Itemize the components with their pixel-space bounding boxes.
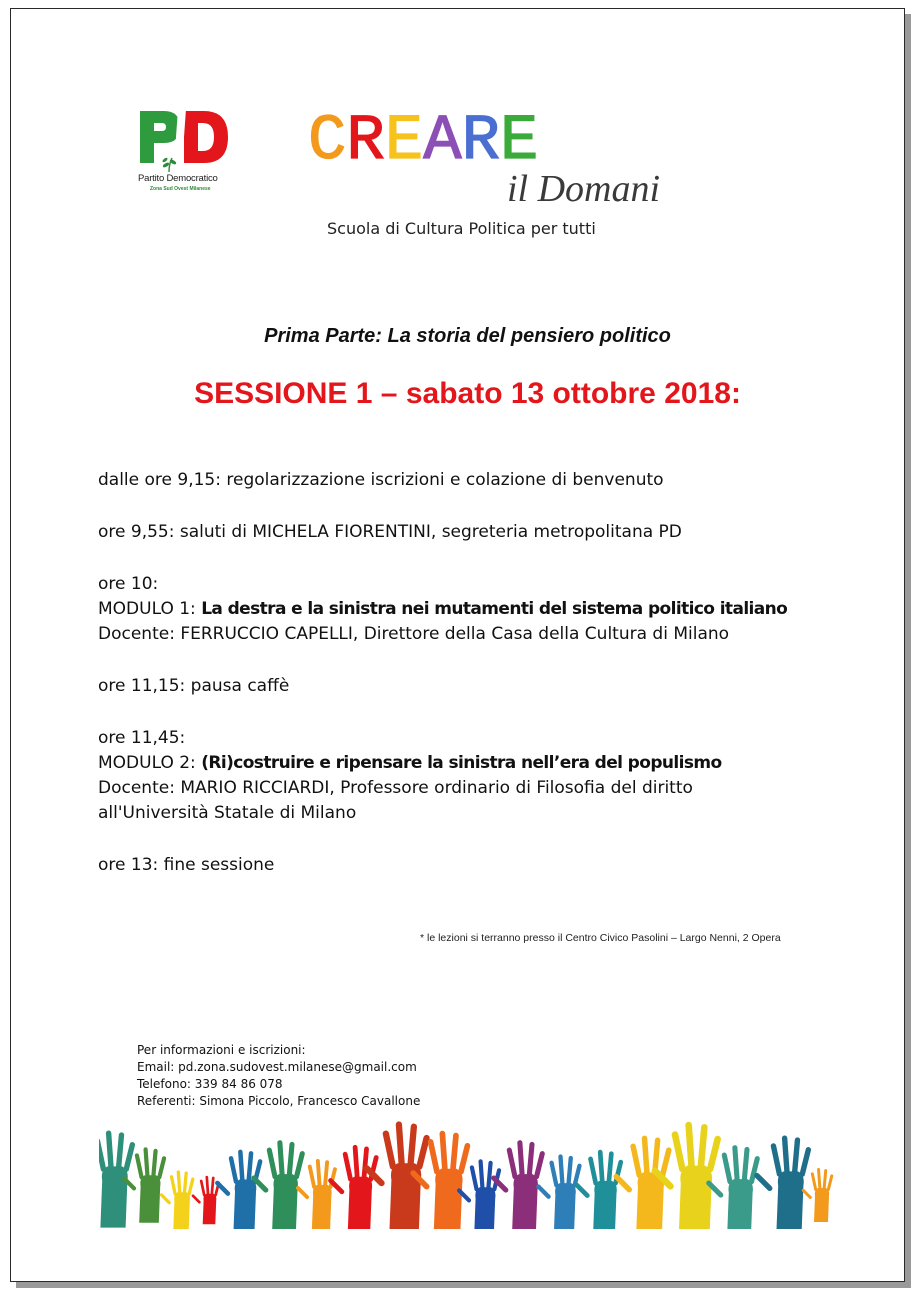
- module-1-label: MODULO 1:: [98, 599, 196, 619]
- pd-letters-icon: [138, 109, 230, 165]
- creare-letter: E: [500, 106, 539, 178]
- schedule-item-coffee: ore 11,15: pausa caffè: [98, 676, 290, 696]
- module-2-label: MODULO 2:: [98, 753, 196, 773]
- creare-letter: C: [308, 106, 347, 178]
- olive-branch-icon: [160, 156, 178, 172]
- contacts-heading: Per informazioni e iscrizioni:: [137, 1043, 306, 1057]
- brand-subtitle: il Domani: [507, 168, 661, 210]
- schedule-item-welcome: dalle ore 9,15: regolarizzazione iscrizioni e colazione di benvenuto: [98, 470, 664, 490]
- creare-letter: E: [384, 106, 424, 178]
- creare-letter: R: [461, 106, 501, 178]
- pd-party-name: Partito Democratico: [138, 173, 218, 184]
- schedule-item-end: ore 13: fine sessione: [98, 855, 275, 875]
- venue-note: * le lezioni si terranno presso il Centro Civico Pasolini – Largo Nenni, 2 Opera: [420, 932, 781, 944]
- section-title: Prima Parte: La storia del pensiero politico: [264, 325, 671, 347]
- brand-tagline: Scuola di Cultura Politica per tutti: [327, 219, 596, 238]
- contacts-phone: Telefono: 339 84 86 078: [137, 1077, 283, 1091]
- pd-zone-name: Zona Sud Ovest Milanese: [150, 186, 211, 192]
- contacts-email: Email: pd.zona.sudovest.milanese@gmail.com: [137, 1060, 417, 1074]
- module-2-title: (Ri)costruire e ripensare la sinistra nell’era del populismo: [201, 753, 722, 773]
- schedule-item-time-1145: ore 11,45:: [98, 728, 186, 748]
- module-1-line: [98, 598, 787, 620]
- schedule-item-time-10: ore 10:: [98, 574, 159, 594]
- creare-letter: R: [346, 106, 385, 178]
- module-2-teacher: Docente: MARIO RICCIARDI, Professore ordinario di Filosofia del diritto: [98, 778, 693, 798]
- module-1-title: La destra e la sinistra nei mutamenti del sistema politico italiano: [201, 599, 788, 619]
- creare-letter: A: [423, 106, 462, 178]
- module-1-teacher: Docente: FERRUCCIO CAPELLI, Direttore della Casa della Cultura di Milano: [98, 624, 730, 644]
- session-title: SESSIONE 1 – sabato 13 ottobre 2018:: [194, 377, 741, 410]
- document-page: [10, 8, 905, 1282]
- colorful-hands-banner: [99, 1115, 839, 1229]
- contacts-referents: Referenti: Simona Piccolo, Francesco Cavallone: [137, 1094, 421, 1108]
- creare-logotype: [308, 107, 538, 177]
- module-2-line: [98, 752, 722, 774]
- schedule-item-greetings: ore 9,55: saluti di MICHELA FIORENTINI, segreteria metropolitana PD: [98, 522, 682, 542]
- pd-logo: [138, 109, 234, 201]
- module-2-teacher-affiliation: all'Università Statale di Milano: [98, 803, 357, 823]
